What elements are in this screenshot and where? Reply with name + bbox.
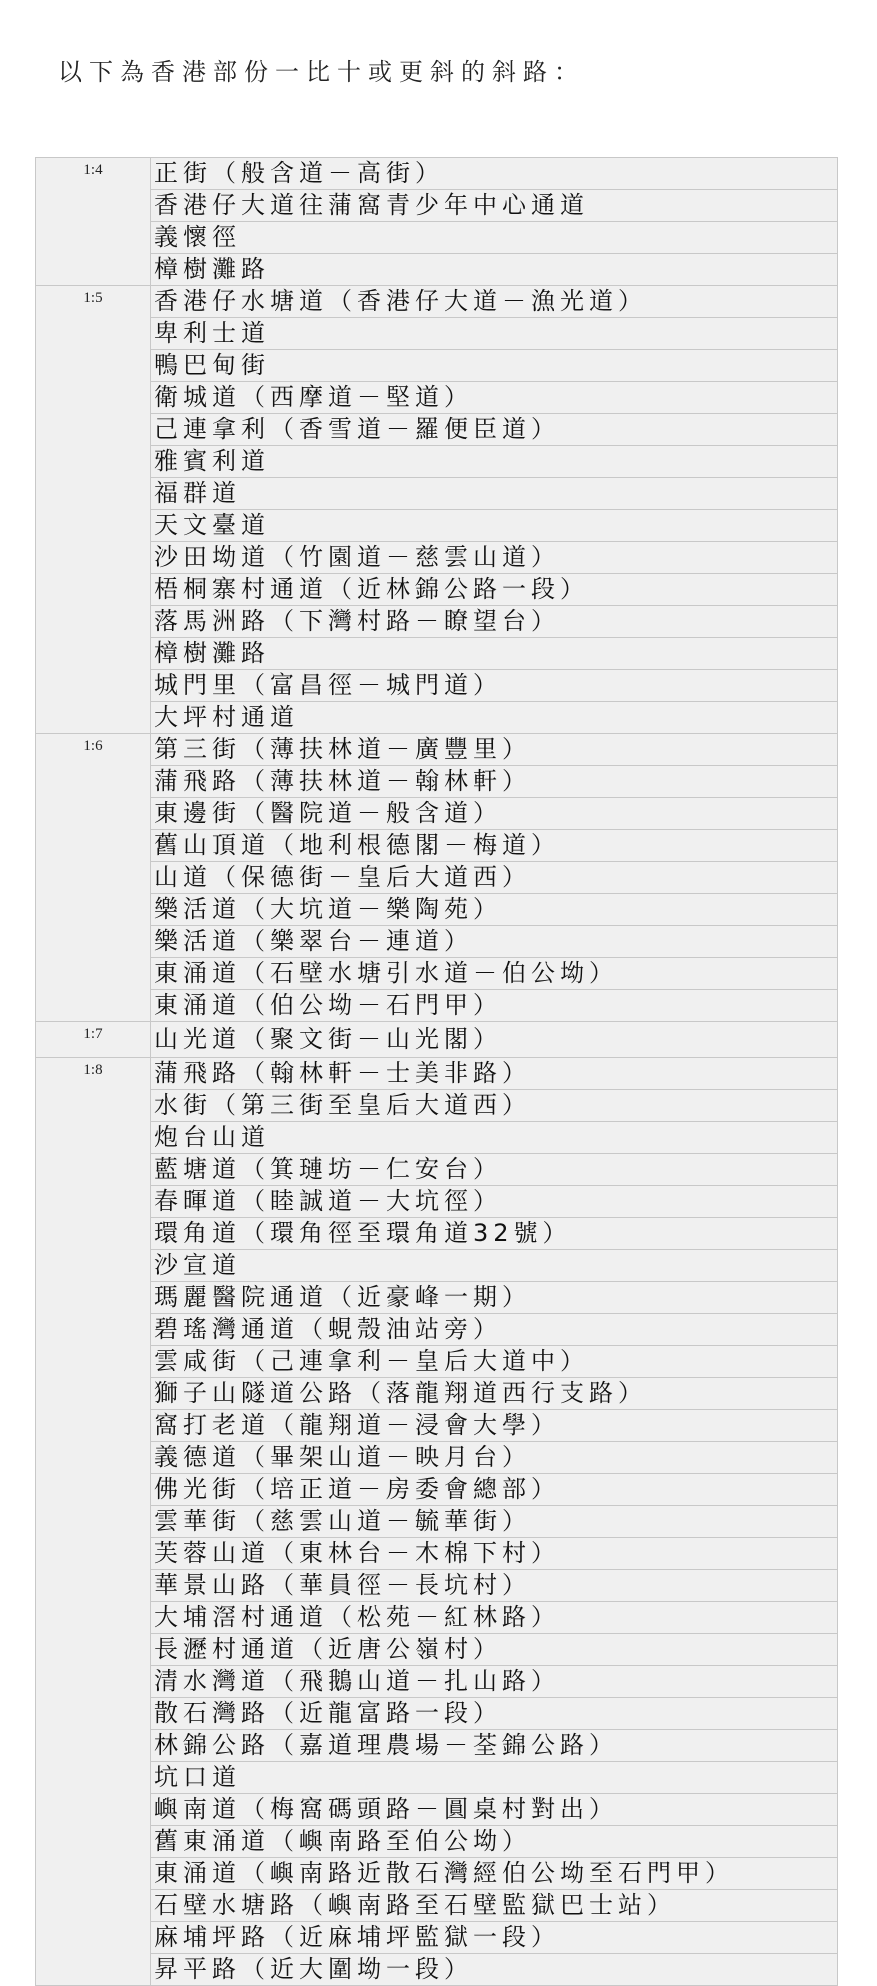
road-name-cell: 瑪麗醫院通道（近豪峰一期） <box>151 1282 838 1314</box>
road-name-cell: 樟樹灘路 <box>151 638 838 670</box>
road-name-cell: 福群道 <box>151 478 838 510</box>
table-row <box>36 638 838 670</box>
road-name-cell: 己連拿利（香雪道－羅便臣道） <box>151 414 838 446</box>
road-name-cell: 正街（般含道－高街） <box>151 158 838 190</box>
table-row <box>36 1634 838 1666</box>
table-row <box>36 1826 838 1858</box>
road-name-cell: 碧瑤灣通道（蜆殼油站旁） <box>151 1314 838 1346</box>
table-row <box>36 1282 838 1314</box>
table-row <box>36 1218 838 1250</box>
table-row <box>36 510 838 542</box>
road-name-cell: 蒲飛路（翰林軒－士美非路） <box>151 1058 838 1090</box>
road-name-cell: 樂活道（大坑道－樂陶苑） <box>151 894 838 926</box>
road-name-cell: 東邊街（醫院道－般含道） <box>151 798 838 830</box>
table-row <box>36 1474 838 1506</box>
table-row <box>36 1730 838 1762</box>
table-row <box>36 926 838 958</box>
road-name-cell: 香港仔水塘道（香港仔大道－漁光道） <box>151 286 838 318</box>
road-name-cell: 春暉道（睦誠道－大坑徑） <box>151 1186 838 1218</box>
table-row <box>36 894 838 926</box>
table-row <box>36 1954 838 1986</box>
table-row <box>36 1122 838 1154</box>
table-row <box>36 766 838 798</box>
road-name-cell: 藍塘道（箕璉坊－仁安台） <box>151 1154 838 1186</box>
table-row <box>36 1090 838 1122</box>
table-row <box>36 798 838 830</box>
table-row <box>36 1058 838 1090</box>
road-name-cell: 鴨巴甸街 <box>151 350 838 382</box>
table-row <box>36 606 838 638</box>
road-name-cell: 散石灣路（近龍富路一段） <box>151 1698 838 1730</box>
road-name-cell: 清水灣道（飛鵝山道－扎山路） <box>151 1666 838 1698</box>
table-row <box>36 1858 838 1890</box>
road-name-cell: 香港仔大道往蒲窩青少年中心通道 <box>151 190 838 222</box>
road-name-cell: 舊東涌道（嶼南路至伯公坳） <box>151 1826 838 1858</box>
table-row <box>36 1666 838 1698</box>
road-name-cell: 第三街（薄扶林道－廣豐里） <box>151 734 838 766</box>
road-name-cell: 舊山頂道（地利根德閣－梅道） <box>151 830 838 862</box>
road-name-cell: 衛城道（西摩道－堅道） <box>151 382 838 414</box>
table-row <box>36 1762 838 1794</box>
table-row <box>36 286 838 318</box>
road-name-cell: 沙宣道 <box>151 1250 838 1282</box>
road-name-cell: 佛光街（培正道－房委會總部） <box>151 1474 838 1506</box>
table-row <box>36 1250 838 1282</box>
table-row <box>36 1378 838 1410</box>
table-row <box>36 478 838 510</box>
table-row <box>36 222 838 254</box>
road-name-cell: 芙蓉山道（東林台－木棉下村） <box>151 1538 838 1570</box>
table-row <box>36 1442 838 1474</box>
road-name-cell: 樟樹灘路 <box>151 254 838 286</box>
road-name-cell: 昇平路（近大圍坳一段） <box>151 1954 838 1986</box>
road-name-cell: 水街（第三街至皇后大道西） <box>151 1090 838 1122</box>
table-row <box>36 350 838 382</box>
table-row <box>36 830 838 862</box>
road-name-cell: 城門里（富昌徑－城門道） <box>151 670 838 702</box>
road-name-cell: 義懷徑 <box>151 222 838 254</box>
road-name-cell: 炮台山道 <box>151 1122 838 1154</box>
road-name-cell: 梧桐寨村通道（近林錦公路一段） <box>151 574 838 606</box>
gradient-ratio-cell: 1:6 <box>36 734 151 1022</box>
road-name-cell: 蒲飛路（薄扶林道－翰林軒） <box>151 766 838 798</box>
table-row <box>36 1506 838 1538</box>
road-name-cell: 麻埔坪路（近麻埔坪監獄一段） <box>151 1922 838 1954</box>
table-row <box>36 670 838 702</box>
road-name-cell: 大埔滘村通道（松苑－紅林路） <box>151 1602 838 1634</box>
road-name-cell: 華景山路（華員徑－長坑村） <box>151 1570 838 1602</box>
road-name-cell: 東涌道（嶼南路近散石灣經伯公坳至石門甲） <box>151 1858 838 1890</box>
road-name-cell: 山光道（聚文街－山光閣） <box>151 1022 838 1058</box>
table-row <box>36 1410 838 1442</box>
road-name-cell: 雲咸街（己連拿利－皇后大道中） <box>151 1346 838 1378</box>
table-row <box>36 1922 838 1954</box>
table-row <box>36 1890 838 1922</box>
road-name-cell: 窩打老道（龍翔道－浸會大學） <box>151 1410 838 1442</box>
table-row <box>36 574 838 606</box>
road-name-cell: 雲華街（慈雲山道－毓華街） <box>151 1506 838 1538</box>
table-row <box>36 734 838 766</box>
gradient-ratio-cell: 1:4 <box>36 158 151 286</box>
table-row <box>36 382 838 414</box>
gradient-ratio-cell: 1:7 <box>36 1022 151 1058</box>
table-row <box>36 1794 838 1826</box>
table-row <box>36 862 838 894</box>
slope-table-body <box>36 158 838 1986</box>
table-row <box>36 1314 838 1346</box>
page-heading: 以下為香港部份一比十或更斜的斜路： <box>58 58 585 86</box>
road-name-cell: 長瀝村通道（近唐公嶺村） <box>151 1634 838 1666</box>
road-name-cell: 林錦公路（嘉道理農場－荃錦公路） <box>151 1730 838 1762</box>
road-name-cell: 落馬洲路（下灣村路－瞭望台） <box>151 606 838 638</box>
table-row <box>36 190 838 222</box>
slope-table <box>35 157 838 1986</box>
table-row <box>36 542 838 574</box>
road-name-cell: 山道（保德街－皇后大道西） <box>151 862 838 894</box>
table-row <box>36 1154 838 1186</box>
table-row <box>36 446 838 478</box>
road-name-cell: 義德道（畢架山道－映月台） <box>151 1442 838 1474</box>
road-name-cell: 石壁水塘路（嶼南路至石壁監獄巴士站） <box>151 1890 838 1922</box>
gradient-ratio-cell: 1:8 <box>36 1058 151 1986</box>
table-row <box>36 1602 838 1634</box>
table-row <box>36 990 838 1022</box>
road-name-cell: 東涌道（伯公坳－石門甲） <box>151 990 838 1022</box>
road-name-cell: 沙田坳道（竹園道－慈雲山道） <box>151 542 838 574</box>
table-row <box>36 318 838 350</box>
road-name-cell: 大坪村通道 <box>151 702 838 734</box>
table-row <box>36 958 838 990</box>
table-row <box>36 1346 838 1378</box>
table-row <box>36 1022 838 1058</box>
road-name-cell: 嶼南道（梅窩碼頭路－圓桌村對出） <box>151 1794 838 1826</box>
road-name-cell: 天文臺道 <box>151 510 838 542</box>
road-name-cell: 卑利士道 <box>151 318 838 350</box>
road-name-cell: 東涌道（石壁水塘引水道－伯公坳） <box>151 958 838 990</box>
table-row <box>36 414 838 446</box>
road-name-cell: 雅賓利道 <box>151 446 838 478</box>
table-row <box>36 254 838 286</box>
table-row <box>36 1570 838 1602</box>
table-row <box>36 158 838 190</box>
table-row <box>36 1538 838 1570</box>
road-name-cell: 環角道（環角徑至環角道32號） <box>151 1218 838 1250</box>
road-name-cell: 樂活道（樂翠台－連道） <box>151 926 838 958</box>
gradient-ratio-cell: 1:5 <box>36 286 151 734</box>
table-row <box>36 1186 838 1218</box>
road-name-cell: 坑口道 <box>151 1762 838 1794</box>
table-row <box>36 1698 838 1730</box>
table-row <box>36 702 838 734</box>
road-name-cell: 獅子山隧道公路（落龍翔道西行支路） <box>151 1378 838 1410</box>
